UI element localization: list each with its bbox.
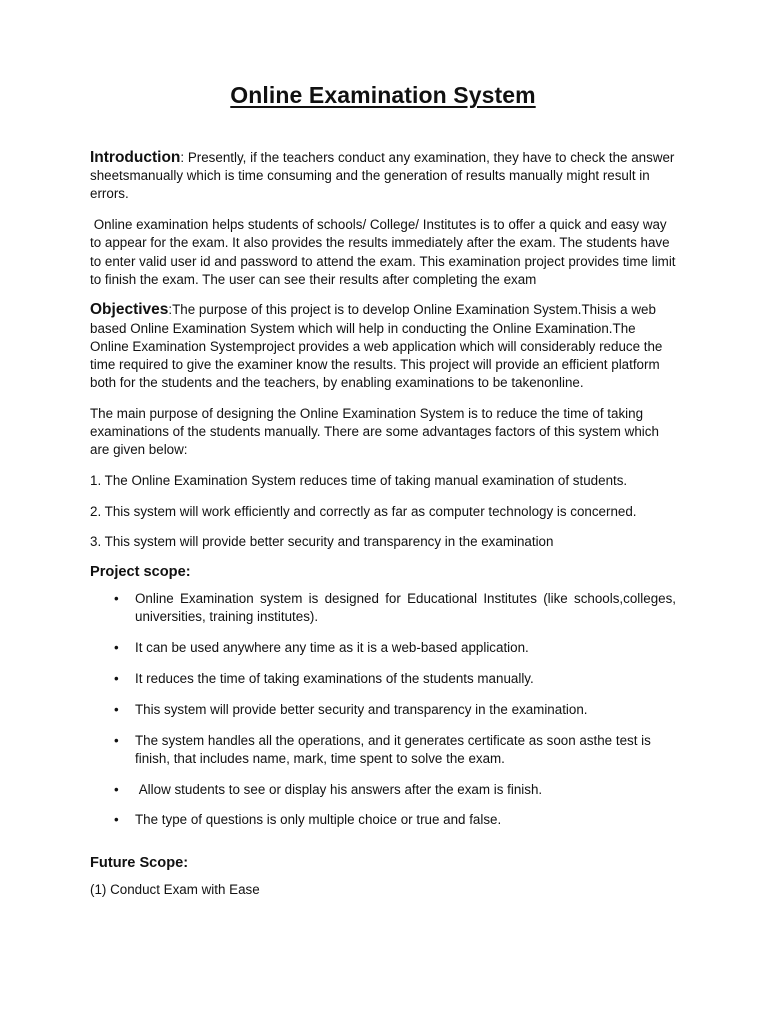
scope-list-item (90, 590, 676, 626)
scope-item-text: This system will provide better security and transparency in the examination. (135, 701, 588, 717)
introduction-paragraph (90, 149, 676, 204)
document-title: Online Examination System (230, 82, 536, 108)
scope-item-text: Allow students to see or display his answers after the exam is finish. (135, 781, 543, 797)
bullet-icon: • (114, 701, 119, 717)
advantage-item: 2. This system will work efficiently and correctly as far as computer technology is concerned. (90, 503, 637, 519)
project-scope-heading: Project scope: (90, 564, 191, 581)
scope-item-text: The system handles all the operations, and it generates certificate as soon asthe test is finish, that includes name, mark, time spent to solve the exam. (135, 732, 651, 766)
scope-item-text: It reduces the time of taking examinations of the students manually. (135, 670, 534, 686)
objectives-label: Objectives (90, 301, 169, 319)
scope-list-item (90, 639, 676, 657)
objectives-paragraph (90, 301, 676, 392)
scope-item-text: Online Examination system is designed for Educational Institutes (like schools,colleges, universities, training institutes). (135, 591, 676, 625)
introduction-text: : Presently, if the teachers conduct any examination, they have to check the answer sheetsmanually which is time consuming and the generation of results manually might result in errors. (90, 150, 675, 202)
scope-item-text: The type of questions is only multiple choice or true and false. (135, 812, 502, 828)
project-scope-list (90, 590, 676, 829)
bullet-icon: • (114, 781, 119, 797)
online-exam-paragraph: Online examination helps students of schools/ College/ Institutes is to offer a quick and easy way to appear for the exam. It also provides the results immediately after the exam. The students have to enter valid user id and password to attend the exam. This examination project provides time limit to finish the exam. The user can see their results after completing the exam (90, 217, 680, 287)
bullet-icon: • (114, 640, 119, 656)
advantage-item: 1. The Online Examination System reduces time of taking manual examination of students. (90, 473, 628, 489)
scope-list-item (90, 701, 676, 719)
scope-list-item (90, 732, 676, 768)
scope-list-item (90, 811, 676, 829)
bullet-icon: • (114, 670, 119, 686)
objectives-text: :The purpose of this project is to develop Online Examination System.Thisis a web based Online Examination System which will help in conducting the Online Examination.The Online Examination Systemproject provides a web application which will considerably reduce the time required to give the examiner know the results. This project will provide an efficient platform both for the students and the teachers, by enabling examinations to be takenonline. (90, 302, 663, 391)
advantage-item: 3. This system will provide better security and transparency in the examination (90, 534, 554, 550)
scope-list-item (90, 670, 676, 688)
bullet-icon: • (114, 812, 119, 828)
main-purpose-paragraph: The main purpose of designing the Online Examination System is to reduce the time of taking examinations of the students manually. There are some advantages factors of this system which are given below: (90, 405, 659, 458)
future-scope-heading: Future Scope: (90, 854, 189, 871)
scope-item-text: It can be used anywhere any time as it is a web-based application. (135, 640, 529, 656)
bullet-icon: • (114, 732, 119, 748)
introduction-label: Introduction (90, 149, 181, 166)
bullet-icon: • (114, 591, 119, 607)
scope-list-item (90, 781, 676, 799)
future-scope-item: (1) Conduct Exam with Ease (90, 881, 260, 897)
